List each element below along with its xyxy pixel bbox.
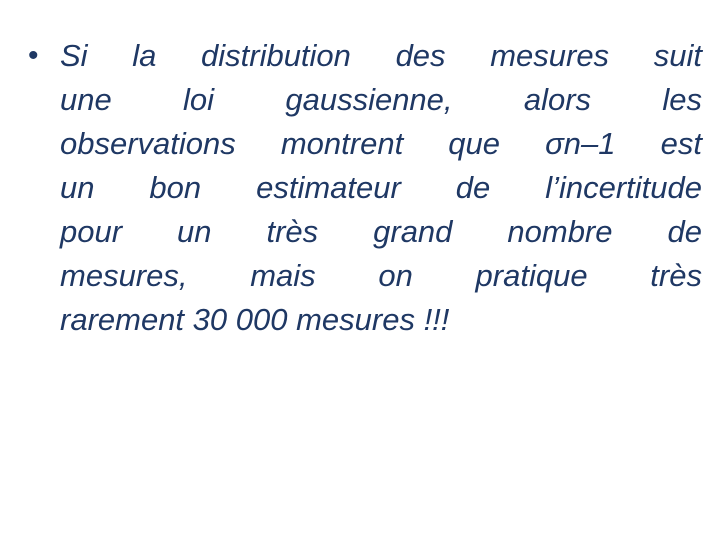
word: la [132,38,157,73]
word: pour [60,214,123,249]
word: σn–1 [545,126,616,161]
text-line-3 [60,122,702,166]
word: un [177,214,212,249]
word: on [378,258,413,293]
word: les [662,82,702,117]
word: bon [149,170,202,205]
word: Si [60,38,88,73]
word: très [650,258,702,293]
word: nombre [507,214,613,249]
word: gaussienne, [285,82,453,117]
word: mesures [490,38,610,73]
word: estimateur [256,170,401,205]
word: distribution [201,38,351,73]
word: des [395,38,446,73]
text-line-5 [60,210,702,254]
word: observations [60,126,236,161]
word: mesures, [60,258,188,293]
bullet-item [28,34,702,342]
word: pratique [475,258,588,293]
word: de [667,214,702,249]
text-line-2 [60,78,702,122]
text-line-6 [60,254,702,298]
word: montrent [280,126,404,161]
word: grand [373,214,453,249]
word: suit [653,38,702,73]
word: alors [523,82,592,117]
text-line-1 [60,34,702,78]
word: loi [183,82,215,117]
bullet-text [60,34,702,342]
text-line-4 [60,166,702,210]
text-line-7 [60,298,702,342]
word: mais [250,258,316,293]
word: l’incertitude [545,170,702,205]
word: très [266,214,319,249]
word: est [660,126,702,161]
word: une [60,82,112,117]
word: de [455,170,491,205]
word: rarement 30 000 mesures !!! [60,302,450,337]
word: un [60,170,95,205]
word: que [448,126,501,161]
bullet-dot-icon: • [28,39,39,72]
